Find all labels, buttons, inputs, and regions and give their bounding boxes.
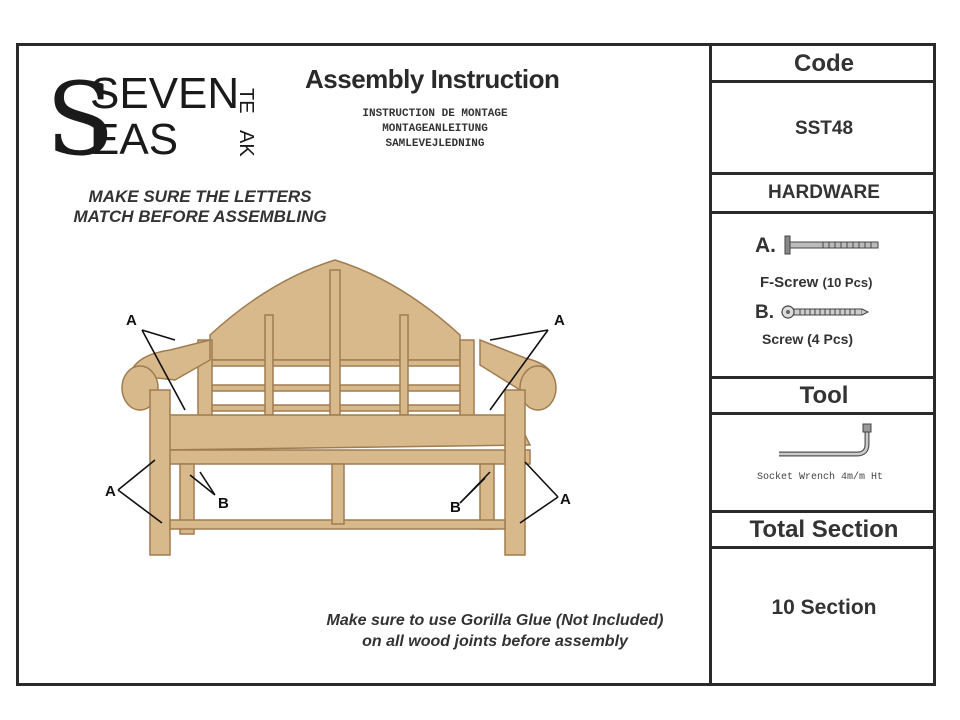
sidebar-rule: [712, 412, 936, 415]
bench-back-slat: [265, 315, 273, 415]
sidebar-rule: [712, 172, 936, 175]
diagram-label-a: A: [126, 312, 137, 329]
logo-seas-text: EAS: [90, 115, 179, 162]
total-section-header: Total Section: [749, 516, 899, 543]
sidebar-rule: [712, 546, 936, 549]
hardware-b-letter: B.: [755, 302, 774, 323]
bench-front-leg-right: [505, 390, 525, 555]
code-header: Code: [794, 50, 854, 77]
seven-seas-teak-logo: [46, 66, 276, 162]
hardware-a-name: F-Screw: [760, 274, 819, 291]
logo-teak-text-top: TE: [235, 88, 257, 114]
diagram-label-a: A: [554, 312, 565, 329]
product-code: SST48: [794, 118, 854, 139]
page-title: Assembly Instruction: [305, 64, 560, 94]
bench-illustration: [60, 240, 620, 600]
tool-caption: Socket Wrench 4m/m Ht: [756, 472, 884, 483]
hardware-b-label: Screw (4 Pcs): [762, 331, 854, 347]
f-screw-icon: [783, 234, 883, 256]
sidebar-rule: [712, 80, 936, 83]
bench-front-leg-left: [150, 390, 170, 555]
subtitle-german: MONTAGEANLEITUNG: [382, 123, 488, 135]
letters-note-line2: MATCH BEFORE ASSEMBLING: [73, 207, 327, 226]
glue-note-line2: on all wood joints before assembly: [362, 633, 628, 650]
diagram-label-a: A: [105, 483, 116, 500]
bench-center-support: [332, 464, 344, 524]
diagram-label-b: B: [450, 499, 461, 516]
subtitle-french: INSTRUCTION DE MONTAGE: [362, 108, 508, 120]
sidebar-rule: [712, 376, 936, 379]
letters-note-line1: MAKE SURE THE LETTERS: [88, 187, 312, 206]
hardware-header: HARDWARE: [768, 182, 880, 203]
diagram-label-a: A: [560, 491, 571, 508]
sidebar-rule: [712, 211, 936, 214]
logo-s-letter: S: [46, 66, 115, 162]
subtitle-danish: SAMLEVEJLEDNING: [385, 138, 485, 150]
glue-note-line1: Make sure to use Gorilla Glue (Not Included): [326, 612, 664, 629]
hardware-a-letter: A.: [755, 234, 776, 257]
socket-wrench-icon: [775, 422, 885, 462]
hardware-a-label: [760, 274, 872, 291]
sidebar-rule: [712, 510, 936, 513]
bench-back-slat: [330, 270, 340, 415]
logo-teak-text-bottom: AK: [235, 130, 257, 157]
hardware-a-quantity: (10 Pcs): [822, 275, 873, 290]
bench-seat-apron: [160, 450, 530, 464]
tool-header: Tool: [799, 382, 849, 409]
wood-screw-icon: [780, 303, 870, 321]
logo-seven-text: SEVEN: [90, 69, 240, 118]
diagram-label-b: B: [218, 495, 229, 512]
bench-back-slat: [400, 315, 408, 415]
total-section-value: 10 Section: [771, 596, 877, 619]
bench-seat: [160, 415, 530, 450]
